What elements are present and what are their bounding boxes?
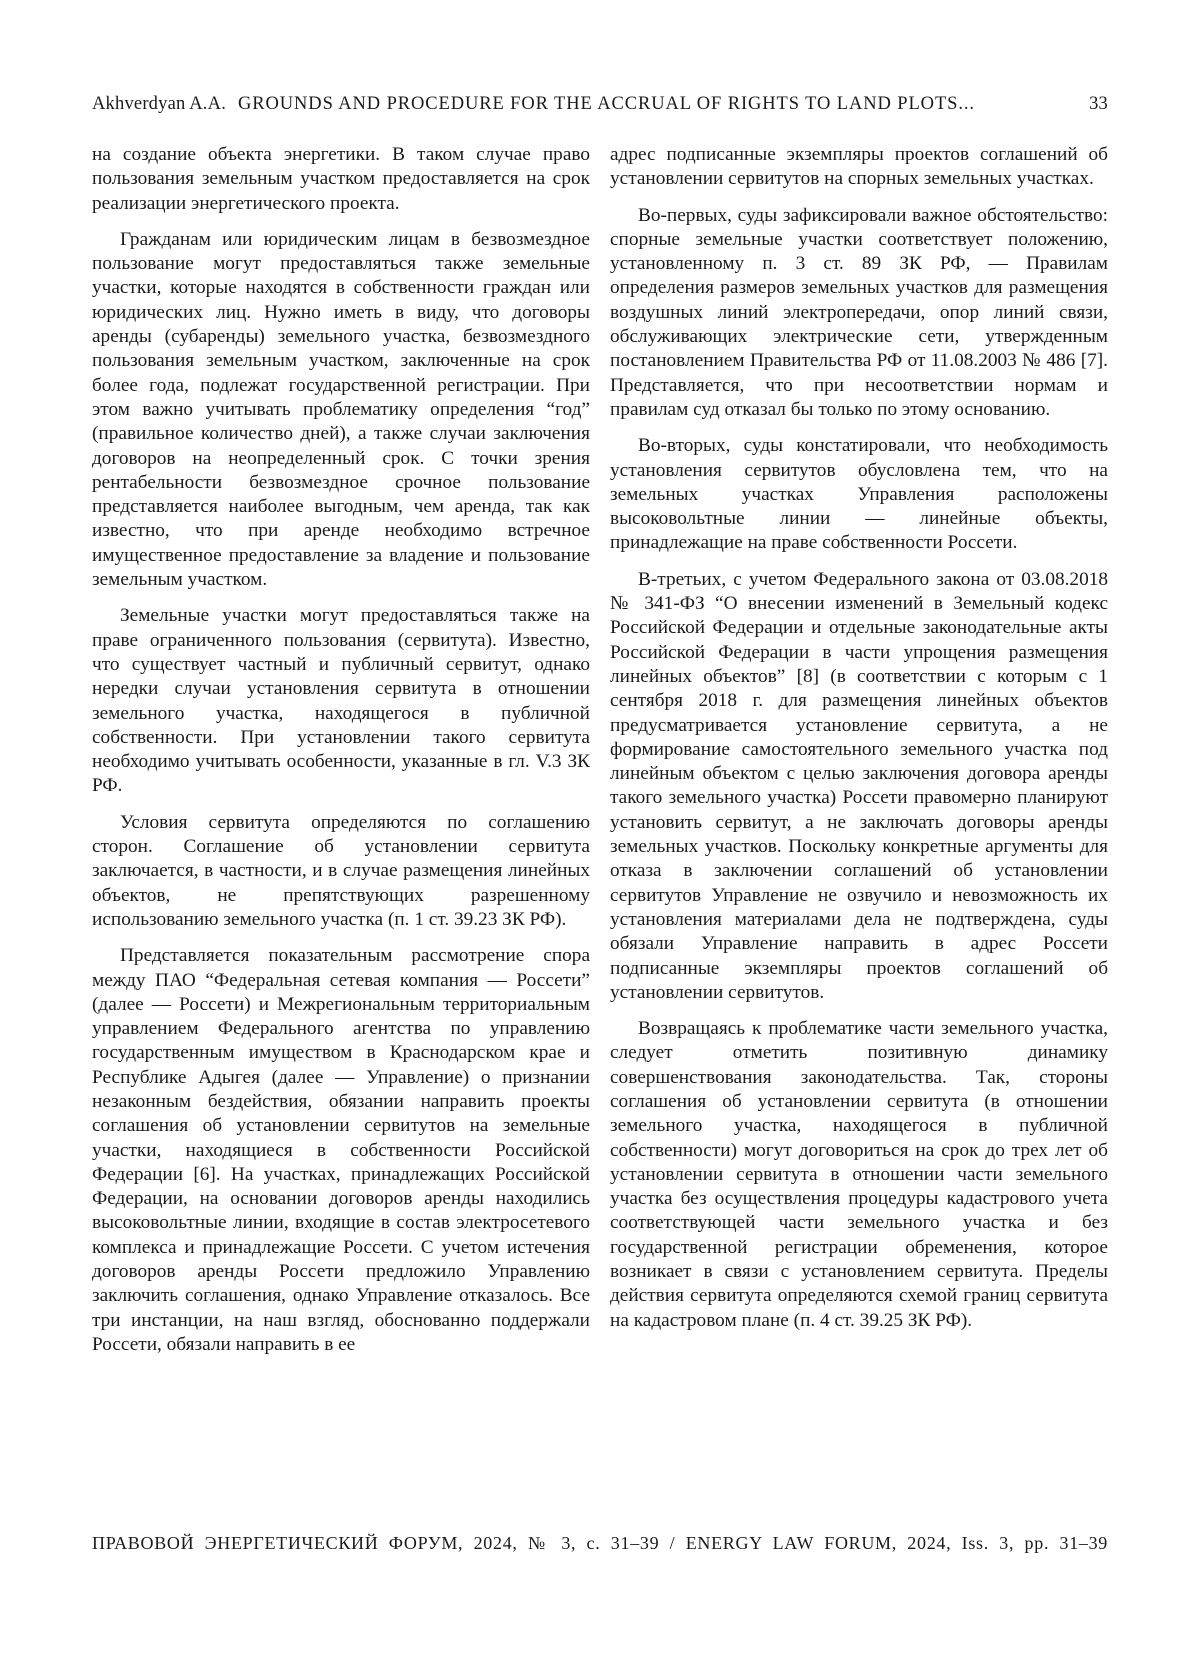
- header-title: GROUNDS AND PROCEDURE FOR THE ACCRUAL OF RIGHTS TO LAND PLOTS...: [238, 94, 975, 114]
- paragraph: Условия сервитута определяются по соглашению сторон. Соглашение об установлении сервитута заключается, в частности, и в случае размещения линейных объектов, не препятствующих разрешенному использованию земельного участка (п. 1 ст. 39.23 ЗК РФ).: [92, 811, 590, 930]
- left-column: [92, 143, 590, 1369]
- paragraph: Возвращаясь к проблематике части земельного участка, следует отметить позитивную динамику совершенствования законодательства. Так, стороны соглашения об установлении сервитута (в отношении земельного участка, находящегося в публичной собственности) могут договориться на срок до трех лет об установлении сервитута в отношении части земельного участка без осуществления процедуры кадастрового учета соответствующей части земельного участка и без государственной регистрации обременения, которое возникает в связи с установлением сервитута. Пределы действия сервитута определяются схемой границ сервитута на кадастровом плане (п. 4 ст. 39.25 ЗК РФ).: [610, 1018, 1108, 1331]
- journal-footer: ПРАВОВОЙ ЭНЕРГЕТИЧЕСКИЙ ФОРУМ, 2024, № 3, с. 31–39 / ENERGY LAW FORUM, 2024, Iss. 3, pp. 31–39: [92, 1533, 1108, 1553]
- page-number: 33: [1089, 94, 1108, 114]
- header-author: Akhverdyan A.A.: [92, 94, 227, 114]
- paragraph: Гражданам или юридическим лицам в безвозмездное пользование могут предоставляться также земельные участки, которые находятся в собственности граждан или юридических лиц. Нужно иметь в виду, что договоры аренды (субаренды) земельного участка, безвозмездного пользования земельным участком, заключенные на срок более года, подлежат государственной регистрации. При этом важно учитывать проблематику определения “год” (правильное количество дней), а также случаи заключения договоров на неопределенный срок. С точки зрения рентабельности безвозмездное срочное пользование представляется наиболее выгодным, чем аренда, так как известно, что при аренде необходимо встречное имущественное предоставление за владение и пользование земельным участком.: [92, 228, 590, 591]
- paragraph: Земельные участки могут предоставляться также на праве ограниченного пользования (сервитута). Известно, что существует частный и публичный сервитут, однако нередки случаи установления сервитута в отношении земельного участка, находящегося в публичной собственности. При установлении такого сервитута необходимо учитывать особенности, указанные в гл. V.3 ЗК РФ.: [92, 605, 590, 797]
- paragraph: адрес подписанные экземпляры проектов соглашений об установлении сервитутов на спорных земельных участках.: [610, 144, 1108, 190]
- running-header: [92, 94, 1108, 115]
- paragraph: на создание объекта энергетики. В таком случае право пользования земельным участком предоставляется на срок реализации энергетического проекта.: [92, 144, 590, 214]
- paragraph: Во-первых, суды зафиксировали важное обстоятельство: спорные земельные участки соответствует положению, установленному п. 3 ст. 89 ЗК РФ, — Правилам определения размеров земельных участков для размещения воздушных линий электропередачи, опор линий связи, обслуживающих электрические сети, утвержденным постановлением Правительства РФ от 11.08.2003 № 486 [7]. Представляется, что при несоответствии нормам и правилам суд отказал бы только по этому основанию.: [610, 204, 1108, 420]
- paragraph: Во-вторых, суды констатировали, что необходимость установления сервитутов обусловлена тем, что на земельных участках Управления расположены высоковольтные линии — линейные объекты, принадлежащие на праве собственности Россети.: [610, 435, 1108, 554]
- paragraph: Представляется показательным рассмотрение спора между ПАО “Федеральная сетевая компания — Россети” (далее — Россети) и Межрегиональным территориальным управлением Федерального агентства по управлению государственным имуществом в Краснодарском крае и Республике Адыгея (далее — Управление) о признании незаконным бездействия, обязании направить проекты соглашения об установлении сервитутов на земельные участки, находящиеся в собственности Российской Федерации [6]. На участках, принадлежащих Российской Федерации, на основании договоров аренды находились высоковольтные линии, входящие в состав электросетевого комплекса и принадлежащие Россети. С учетом истечения договоров аренды Россети предложило Управлению заключить соглашения, однако Управление отказалось. Все три инстанции, на наш взгляд, обоснованно поддержали Россети, обязали направить в ее: [92, 945, 590, 1355]
- paragraph: В-третьих, с учетом Федерального закона от 03.08.2018 № 341-ФЗ “О внесении изменений в Земельный кодекс Российской Федерации и отдельные законодательные акты Российской Федерации в части упрощения размещения линейных объектов” [8] (в соответствии с которым с 1 сентября 2018 г. для размещения линейных объектов предусматривается установление сервитута, а не формирование самостоятельного земельного участка под линейным объектом с целью заключения договора аренды такого земельного участка) Россети правомерно планируют установить сервитут, а не заключать договоры аренды земельных участков. Поскольку конкретные аргументы для отказа в заключении соглашений об установлении сервитутов Управление не озвучило и невозможность их установления материалами дела не подтверждена, суды обязали Управление направить в адрес Россети подписанные экземпляры проектов соглашений об установлении сервитутов.: [610, 568, 1108, 1003]
- right-column: [610, 143, 1108, 1345]
